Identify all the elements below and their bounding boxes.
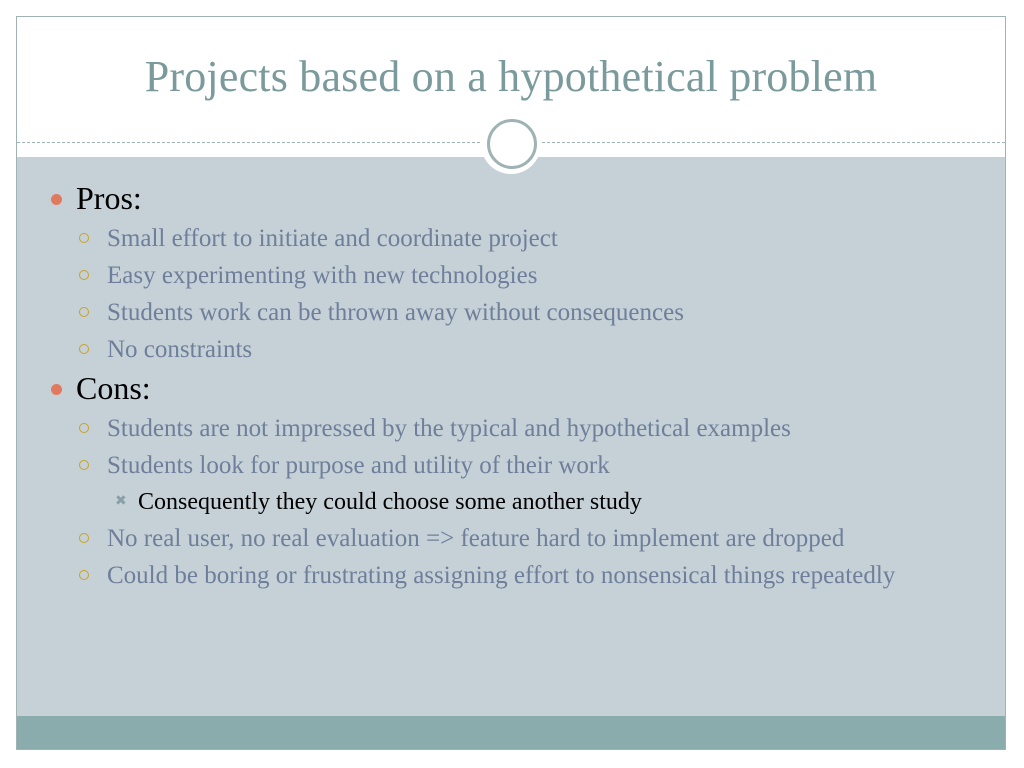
slide	[16, 16, 1006, 750]
list-item	[107, 524, 1005, 554]
ring-bullet-icon	[79, 533, 89, 543]
heading-text: Pros:	[76, 180, 142, 216]
heading-text: Cons:	[76, 370, 151, 406]
list-item-text: Small effort to initiate and coordinate project	[107, 225, 558, 252]
ring-bullet-icon	[79, 570, 89, 580]
ring-bullet-icon	[79, 423, 89, 433]
list-item	[107, 261, 1005, 291]
x-mark-icon: ✖	[115, 493, 127, 509]
list-item	[107, 561, 1005, 591]
dot-bullet-icon	[51, 194, 62, 205]
section-heading-pros	[76, 179, 1005, 217]
sub-list-item	[115, 487, 1005, 517]
sub-list-item-text: Consequently they could choose some another study	[138, 489, 642, 515]
list-item	[107, 298, 1005, 328]
footer-band	[17, 716, 1005, 749]
list-item	[107, 335, 1005, 365]
ring-bullet-icon	[79, 233, 89, 243]
divider-circle-icon	[487, 119, 537, 169]
list-item	[107, 224, 1005, 254]
list-item-text: No real user, no real evaluation => feature hard to implement are dropped	[107, 525, 845, 552]
dot-bullet-icon	[51, 384, 62, 395]
list-item-text: Students work can be thrown away without consequences	[107, 299, 684, 326]
ring-bullet-icon	[79, 307, 89, 317]
section-heading-cons	[76, 369, 1005, 407]
bullet-list	[17, 175, 1005, 591]
list-item	[107, 451, 1005, 481]
list-item-text: Could be boring or frustrating assigning effort to nonsensical things repeatedly	[107, 562, 896, 589]
slide-title: Projects based on a hypothetical problem	[144, 52, 878, 101]
ring-bullet-icon	[79, 344, 89, 354]
list-item-text: Students are not impressed by the typical and hypothetical examples	[107, 415, 791, 442]
list-item-text: Students look for purpose and utility of their work	[107, 452, 610, 479]
list-item-text: Easy experimenting with new technologies	[107, 262, 538, 289]
ring-bullet-icon	[79, 270, 89, 280]
list-item	[107, 414, 1005, 444]
list-item-text: No constraints	[107, 336, 253, 363]
ring-bullet-icon	[79, 460, 89, 470]
